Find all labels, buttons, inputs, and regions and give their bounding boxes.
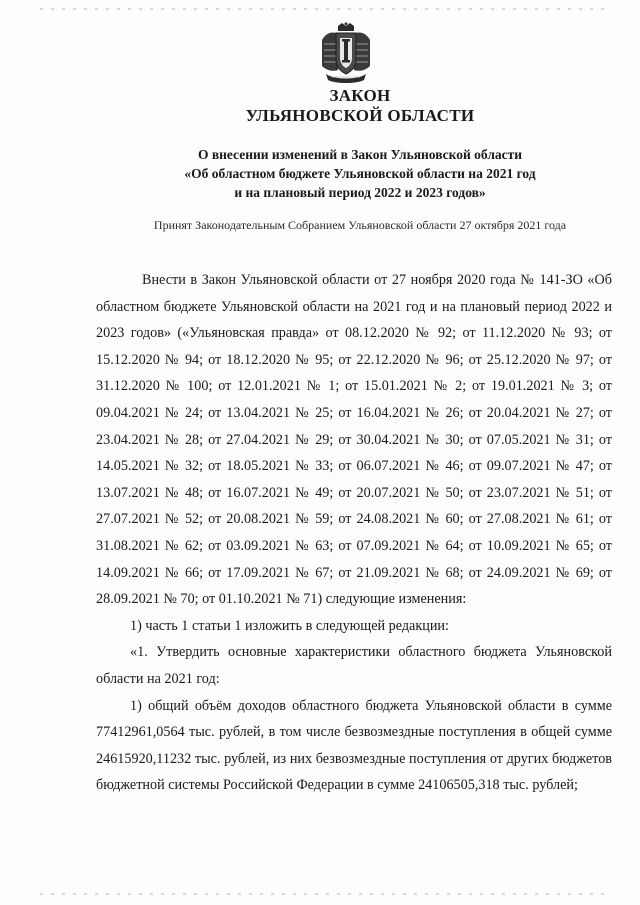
law-subtitle-line-2: «Об областном бюджете Ульяновской области на 2021 год bbox=[184, 166, 536, 181]
intro-paragraph: Внести в Закон Ульяновской области от 27 ноября 2020 года № 141-ЗО «Об областном бюджете Ульяновской области на 2021 год и на плановый период 2022 и 2023 годов» («Ульяновская правда» от 08.12.2020 № 92; от 11.12.2020 № 93; от 15.12.2020 № 94; от 18.12.2020 № 95; от 22.12.2020 № 96; от 25.12.2020 № 97; от 31.12.2020 № 100; от 12.01.2021 № 1; от 15.01.2021 № 2; от 19.01.2021 № 3; от 09.04.2021 № 24; от 13.04.2021 № 25; от 16.04.2021 № 26; от 20.04.2021 № 27; от 23.04.2021 № 28; от 27.04.2021 № 29; от 30.04.2021 № 30; от 07.05.2021 № 31; от 14.05.2021 № 32; от 18.05.2021 № 33; от 06.07.2021 № 46; от 09.07.2021 № 47; от 13.07.2021 № 48; от 16.07.2021 № 49; от 20.07.2021 № 50; от 23.07.2021 № 51; от 27.07.2021 № 52; от 20.08.2021 № 59; от 24.08.2021 № 60; от 27.08.2021 № 61; от 31.08.2021 № 62; от 03.09.2021 № 63; от 07.09.2021 № 64; от 10.09.2021 № 65; от 14.09.2021 № 66; от 17.09.2021 № 67; от 21.09.2021 № 68; от 24.09.2021 № 69; от 28.09.2021 № 70; от 01.10.2021 № 71) следующие изменения: bbox=[96, 272, 612, 608]
law-subtitle-line-3: и на плановый период 2022 и 2023 годов» bbox=[234, 185, 486, 200]
law-title-line-1: ЗАКОН bbox=[329, 86, 391, 105]
quoted-clause-1: «1. Утвердить основные характеристики областного бюджета Ульяновской области на 2021 год: bbox=[96, 644, 612, 687]
law-title-line-2: УЛЬЯНОВСКОЙ ОБЛАСТИ bbox=[245, 106, 475, 125]
law-subtitle-line-1: О внесении изменений в Закон Ульяновской области bbox=[197, 147, 523, 162]
adoption-note: Принят Законодательным Собранием Ульяновской области 27 октября 2021 года bbox=[153, 218, 567, 232]
revenue-sub-item-1: 1) общий объём доходов областного бюджета Ульяновской области в сумме 77412961,0564 тыс. рублей, в том числе безвозмездные поступления в общей сумме 24615920,11232 тыс. рублей, из них безвозмездные поступления от других бюджетов бюджетной системы Российской Федерации в сумме 24106505,318 тыс. рублей; bbox=[96, 697, 612, 794]
scan-artifact-top bbox=[40, 8, 610, 10]
law-body bbox=[96, 267, 612, 799]
amendment-item-1: 1) часть 1 статьи 1 изложить в следующей редакции: bbox=[130, 617, 449, 634]
coat-of-arms-icon bbox=[318, 22, 374, 86]
scan-artifact-bottom bbox=[40, 893, 610, 895]
